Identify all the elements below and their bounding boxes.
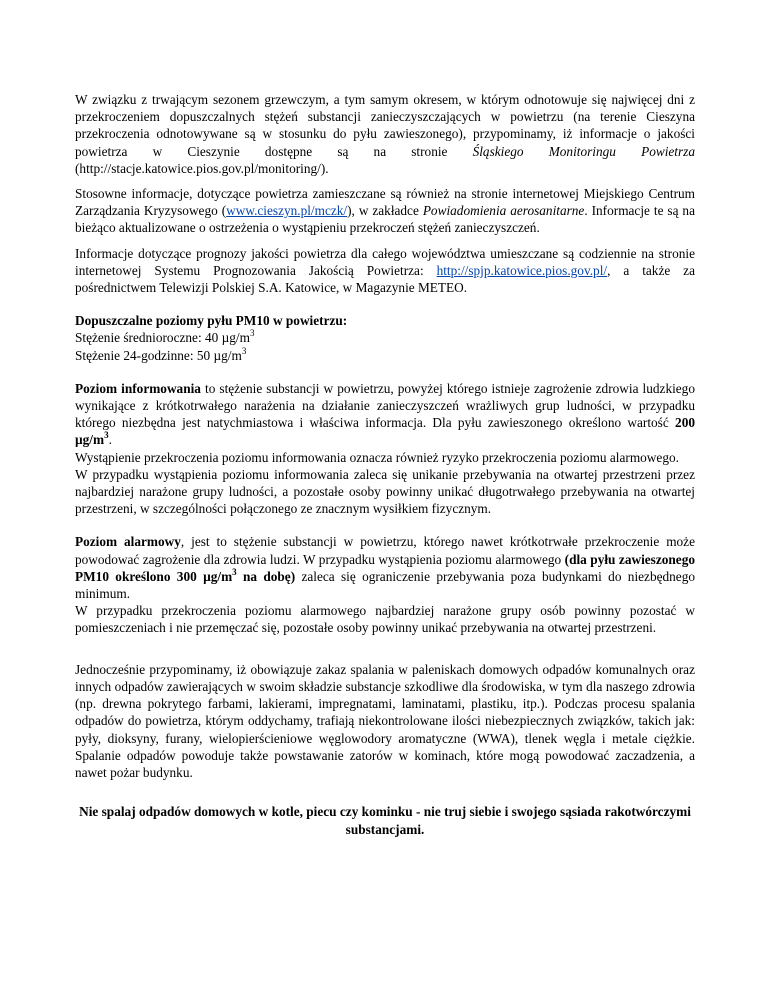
pm10-levels: Dopuszczalne poziomy pyłu PM10 w powietrzu: Stężenie średnioroczne: 40 $\mu g/m^3$ Stężenie 24-godzinne: 50 $\mu g/m^3$	[75, 313, 348, 363]
information-level-value: 200 µg/m	[75, 415, 695, 448]
closing-appeal: Nie spalaj odpadów domowych w kotle, piecu czy kominku - nie truj siebie i swojego sąsiada rakotwórczymi substancjami.	[79, 804, 691, 838]
alarm-level-paragraph: Poziom alarmowy, jest to stężenie substancji w powietrzu, którego nawet krótkotrwałe przekroczenie może powodować zagrożenie dla zdrowia ludzi. W przypadku wystąpienia poziomu alarmowego (dla pyłu zawieszonego PM10 określono 300 $\mu g/m^3$ na dobę) zaleca się ograniczenie przebywania poza budynkami do niezbędnego minimum. W przypadku przekroczenia poziomu alarmowego najbardziej narażone grupy osób powinny pozostać w pomieszczeniach i nie przemęczać się, pozostałe osoby powinny unikać przebywania na otwartej przestrzeni.	[75, 534, 695, 636]
information-level-term: Poziom informowania	[75, 380, 201, 396]
waste-burning-ban-paragraph: Jednocześnie przypominamy, iż obowiązuje zakaz spalania w paleniskach domowych odpadów komunalnych oraz innych odpadów zawierających w swoim składzie substancje szkodliwe dla środowiska, w tym dla naszego zdrowia (np. drewna pokrytego farbami, lakierami, impregnatami, laminatami, plastiku, itp.). Podczas procesu spalania odpadów do powietrza, którym oddychamy, trafiają niekontrolowane ilości niebezpiecznych związków, takich jak: pyły, dioksyny, furany, wielopierścieniowe węglowodory aromatyczne (WWA), tlenek węgla i metale ciężkie. Spalanie odpadów powoduje także powstawanie zatorów w kominach, które mogą powodować zaczadzenia, a nawet pożar budynku.	[75, 661, 695, 780]
daily-limit: Stężenie 24-godzinne: 50 µg/m	[75, 347, 242, 363]
pm10-levels-heading: Dopuszczalne poziomy pyłu PM10 w powietrzu:	[75, 313, 348, 329]
alarm-level-term: Poziom alarmowy	[75, 534, 181, 550]
forecast-paragraph: Informacje dotyczące prognozy jakości powietrza dla całego województwa umieszczane są codziennie na stronie internetowej Systemu Prognozowania Jakością Powietrza: http://spjp.katowice.pios.gov.pl/, a także za pośrednictwem Telewizji Polskiej S.A. Katowice, w Magazynie METEO.	[75, 245, 695, 296]
crisis-center-paragraph: Stosowne informacje, dotyczące powietrza zamieszczane są również na stronie internetowej Miejskiego Centrum Zarządzania Kryzysowego (www.cieszyn.pl/mczk/), w zakładce Powiadomienia aerosanitarne. Informacje te są na bieżąco aktualizowane o ostrzeżenia o wystąpieniu przekroczeń stężeń zanieczyszczeń.	[75, 186, 695, 236]
aerosanitary-tab-name: Powiadomienia aerosanitarne	[422, 203, 585, 219]
information-level-paragraph: Poziom informowania to stężenie substancji w powietrzu, powyżej którego istnieje zagrożenie zdrowia ludzkiego wynikające z krótkotrwałego narażenia na działanie zanieczyszczeń wrażliwych grup ludności, w przypadku którego niezbędna jest natychmiastowa i właściwa informacja. Dla pyłu zawieszonego określono wartość 200 $\mu g/m^3$. Wystąpienie przekroczenia poziomu informowania oznacza również ryzyko przekroczenia poziomu alarmowego. W przypadku wystąpienia poziomu informowania zaleca się unikanie przebywania na otwartej przestrzeni przez najbardziej narażone grupy ludności, a pozostałe osoby powinny unikać długotrwałego przebywania na otwartej przestrzeni, w szczególności połączonego ze znacznym wysiłkiem fizycznym.	[75, 380, 695, 517]
spjp-link[interactable]: http://spjp.katowice.pios.gov.pl/	[436, 262, 608, 278]
document-page	[75, 91, 695, 847]
mczk-link[interactable]: www.cieszyn.pl/mczk/	[226, 203, 348, 219]
intro-text: W związku z trwającym sezonem grzewczym, a tym samym okresem, w którym odnotowuje się najwięcej dni z przekroczeniem dopuszczalnych stężeń substancji zanieczyszczających w powietrzu (na terenie Cieszyna przekroczenia odnotowywane są w stosunku do pyłu zawieszonego), przypominamy, iż informacje o jakości powietrza w Cieszynie dostępne są na stronie	[75, 92, 695, 159]
monitoring-name: Śląskiego Monitoringu Powietrza	[472, 143, 696, 159]
intro-paragraph	[75, 91, 695, 177]
monitoring-url: (http://stacje.katowice.pios.gov.pl/monitoring/).	[75, 160, 329, 176]
annual-limit: Stężenie średnioroczne: 40 µg/m	[75, 330, 250, 346]
alarm-level-value: (dla pyłu zawieszonego PM10 określono 300 µg/m	[75, 551, 695, 584]
